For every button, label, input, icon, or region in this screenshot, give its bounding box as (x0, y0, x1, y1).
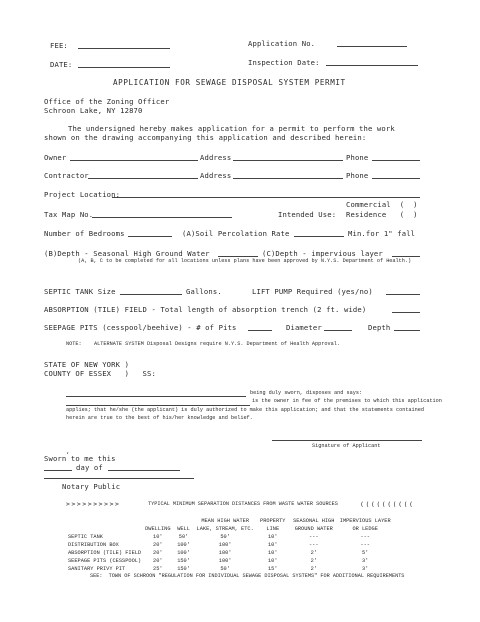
mark-glyph: , (66, 448, 70, 455)
applies-line-1: applies; that he/she (the applicant) is duly authorized to make this application; and that the statements contained (66, 407, 424, 413)
notary-signature-field[interactable] (44, 478, 194, 479)
header-cell (173, 517, 195, 525)
owner-phone-label: Phone (346, 153, 369, 162)
header-cell (143, 517, 172, 525)
owner-field[interactable] (70, 160, 198, 161)
seepage-pits-field[interactable] (248, 330, 272, 331)
residence-option[interactable]: Residence ( ) (346, 210, 418, 219)
contractor-label: Contractor (44, 171, 89, 180)
day-of-label: day of (76, 463, 103, 472)
table-cell: 3' (362, 566, 369, 572)
depth-impervious-field[interactable] (392, 256, 420, 257)
table-cell: 2' (310, 566, 317, 572)
seepage-pits-label: SEEPAGE PITS (cesspool/beehive) - # of Pits (44, 323, 237, 332)
project-location-label: Project Location: (44, 190, 121, 199)
table-cell: 100' (218, 542, 232, 548)
depth-field[interactable] (394, 330, 420, 331)
contractor-address-label: Address (200, 171, 232, 180)
sworn-day-field[interactable] (44, 470, 72, 471)
county-line: COUNTY OF ESSEX ) SS: (44, 369, 156, 378)
table-cell: 100' (218, 550, 232, 556)
table-cell: 2' (310, 550, 317, 556)
diameter-field[interactable] (324, 330, 352, 331)
bedrooms-field[interactable] (128, 236, 172, 237)
tax-map-field[interactable] (92, 217, 232, 218)
contractor-phone-field[interactable] (372, 178, 420, 179)
sworn-to-label: Sworn to me this (44, 454, 116, 463)
depth-ground-water-field[interactable] (218, 256, 258, 257)
table-row (66, 541, 393, 549)
date-field[interactable] (78, 67, 170, 68)
diameter-label: Diameter (286, 323, 322, 332)
table-cell: 150' (177, 558, 190, 564)
project-location-field[interactable] (112, 197, 420, 198)
inspection-date-label: Inspection Date: (248, 58, 320, 67)
application-no-label: Application No. (248, 39, 316, 48)
table-cell: 10' (153, 534, 163, 540)
table-cell: 150' (177, 566, 190, 572)
owner-text: is the owner in fee of the premises to which this application (252, 398, 442, 404)
table-cell: 5' (362, 550, 369, 556)
office-line-2: Schroon Lake, NY 12870 (44, 106, 143, 115)
heading-arrows-left: >>>>>>>>>> (66, 500, 121, 508)
header-cell: MEAN HIGH WATER (201, 518, 249, 524)
septic-tank-size-label: SEPTIC TANK Size (44, 287, 116, 296)
header-cell: LAKE, STREAM, ETC. (196, 526, 254, 532)
intro-line-2: shown on the drawing accompanying this application and described herein: (44, 133, 367, 142)
absorption-field-label: ABSORPTION (TILE) FIELD - Total length of absorption trench (2 ft. wide) (44, 305, 367, 314)
header-cell: DWELLING (145, 526, 171, 532)
separation-table (66, 517, 393, 573)
contractor-phone-label: Phone (346, 171, 369, 180)
signature-label: Signature of Applicant (312, 443, 381, 449)
intended-use-label: Intended Use: (278, 210, 337, 219)
intro-line-1: The undersigned hereby makes application for a permit to perform the work (68, 124, 395, 133)
table-cell: --- (360, 542, 370, 548)
depth-ground-water-label: (B)Depth - Seasonal High Ground Water (44, 249, 210, 258)
sworn-text: being duly sworn, disposes and says: (250, 390, 363, 396)
header-cell: SEASONAL HIGH (293, 518, 335, 524)
header-cell: IMPERVIOUS LAYER (339, 518, 391, 524)
table-cell: --- (360, 534, 370, 540)
table-cell: --- (308, 534, 319, 540)
fee-label: FEE: (50, 41, 68, 50)
state-line: STATE OF NEW YORK ) (44, 360, 130, 369)
row-label: SEPTIC TANK (68, 534, 103, 540)
table-cell: 10' (267, 558, 278, 564)
fee-field[interactable] (78, 48, 170, 49)
table-cell: 50' (220, 534, 230, 540)
header-cell (66, 525, 143, 533)
table-row (66, 549, 393, 557)
table-cell: 15' (267, 566, 278, 572)
signature-field[interactable] (272, 440, 422, 441)
lift-pump-field[interactable] (386, 294, 420, 295)
header-cell: OR LEDGE (352, 526, 378, 532)
owner-name-field[interactable] (66, 405, 250, 406)
table-header-row-bottom (66, 525, 393, 533)
header-cell: GROUND WATER (294, 526, 333, 532)
table-cell: 50' (178, 534, 189, 540)
table-cell: 20' (153, 558, 163, 564)
row-label: SANITARY PRIVY PIT (68, 566, 126, 572)
commercial-option[interactable]: Commercial ( ) (346, 200, 418, 209)
application-no-field[interactable] (337, 46, 407, 47)
inspection-date-field[interactable] (326, 65, 418, 66)
perc-rate-field[interactable] (294, 236, 344, 237)
owner-address-label: Address (200, 153, 232, 162)
table-row (66, 557, 393, 565)
table-cell: 20' (153, 542, 163, 548)
contractor-address-field[interactable] (233, 178, 343, 179)
contractor-field[interactable] (88, 178, 198, 179)
tax-map-label: Tax Map No. (44, 210, 94, 219)
absorption-field-field[interactable] (392, 312, 420, 313)
lift-pump-label: LIFT PUMP Required (yes/no) (252, 287, 373, 296)
header-cell (66, 517, 143, 525)
owner-label: Owner (44, 153, 67, 162)
sworn-name-field[interactable] (66, 396, 246, 397)
header-cell: WELL (177, 526, 190, 532)
notary-label: Notary Public (62, 482, 121, 491)
bedrooms-label: Number of Bedrooms (44, 229, 125, 238)
table-row (66, 565, 393, 573)
table-cell: 3' (362, 558, 369, 564)
min-fall-label: Min.for 1" fall (348, 229, 416, 238)
header-cell: LINE (266, 526, 280, 532)
table-cell: 2' (310, 558, 317, 564)
abc-note: (A, B, C to be completed for all locations unless plans have been approved by N.Y.S. Department of Health.) (78, 258, 412, 264)
row-label: SEEPAGE PITS (CESSPOOL) (68, 558, 142, 564)
table-header-row-top (66, 517, 393, 525)
table-cell: 100' (218, 558, 232, 564)
page-title: APPLICATION FOR SEWAGE DISPOSAL SYSTEM PERMIT (113, 78, 346, 87)
perc-rate-label: (A)Soil Percolation Rate (182, 229, 290, 238)
sworn-month-field[interactable] (108, 470, 180, 471)
table-cell: 10' (267, 534, 278, 540)
table-cell: 10' (267, 542, 278, 548)
alternate-system-note: NOTE: ALTERNATE SYSTEM Disposal Designs require N.Y.S. Department of Health Approval. (66, 341, 340, 347)
gallons-label: Gallons. (186, 287, 222, 296)
table-cell: 25' (153, 566, 163, 572)
applies-line-2: herein are true to the best of his/her knowledge and belief. (66, 415, 253, 421)
table-cell: 10' (267, 550, 278, 556)
table-cell: 100' (177, 550, 190, 556)
table-row (66, 533, 393, 541)
septic-tank-size-field[interactable] (120, 294, 182, 295)
header-cell: PROPERTY (260, 518, 286, 524)
owner-phone-field[interactable] (372, 160, 420, 161)
row-label: DISTRIBUTION BOX (68, 542, 119, 548)
row-label: ABSORPTION (TILE) FIELD (68, 550, 142, 556)
depth-label: Depth (368, 323, 391, 332)
date-label: DATE: (50, 60, 73, 69)
table-cell: 50' (220, 566, 230, 572)
separation-footnote: SEE: TOWN OF SCHROON "REGULATION FOR INDIVIDUAL SEWAGE DISPOSAL SYSTEMS" FOR ADDITIONAL REQUIREMENTS (90, 573, 405, 579)
office-line-1: Office of the Zoning Officer (44, 97, 170, 106)
table-cell: 100' (177, 542, 190, 548)
table-cell: --- (308, 542, 319, 548)
table-cell: 20' (153, 550, 163, 556)
owner-address-field[interactable] (233, 160, 343, 161)
separation-heading: TYPICAL MINIMUM SEPARATION DISTANCES FROM WASTE WATER SOURCES (148, 501, 338, 507)
depth-impervious-label: (C)Depth - impervious layer (262, 249, 383, 258)
heading-arrows-right: (((((((((( (360, 500, 415, 508)
